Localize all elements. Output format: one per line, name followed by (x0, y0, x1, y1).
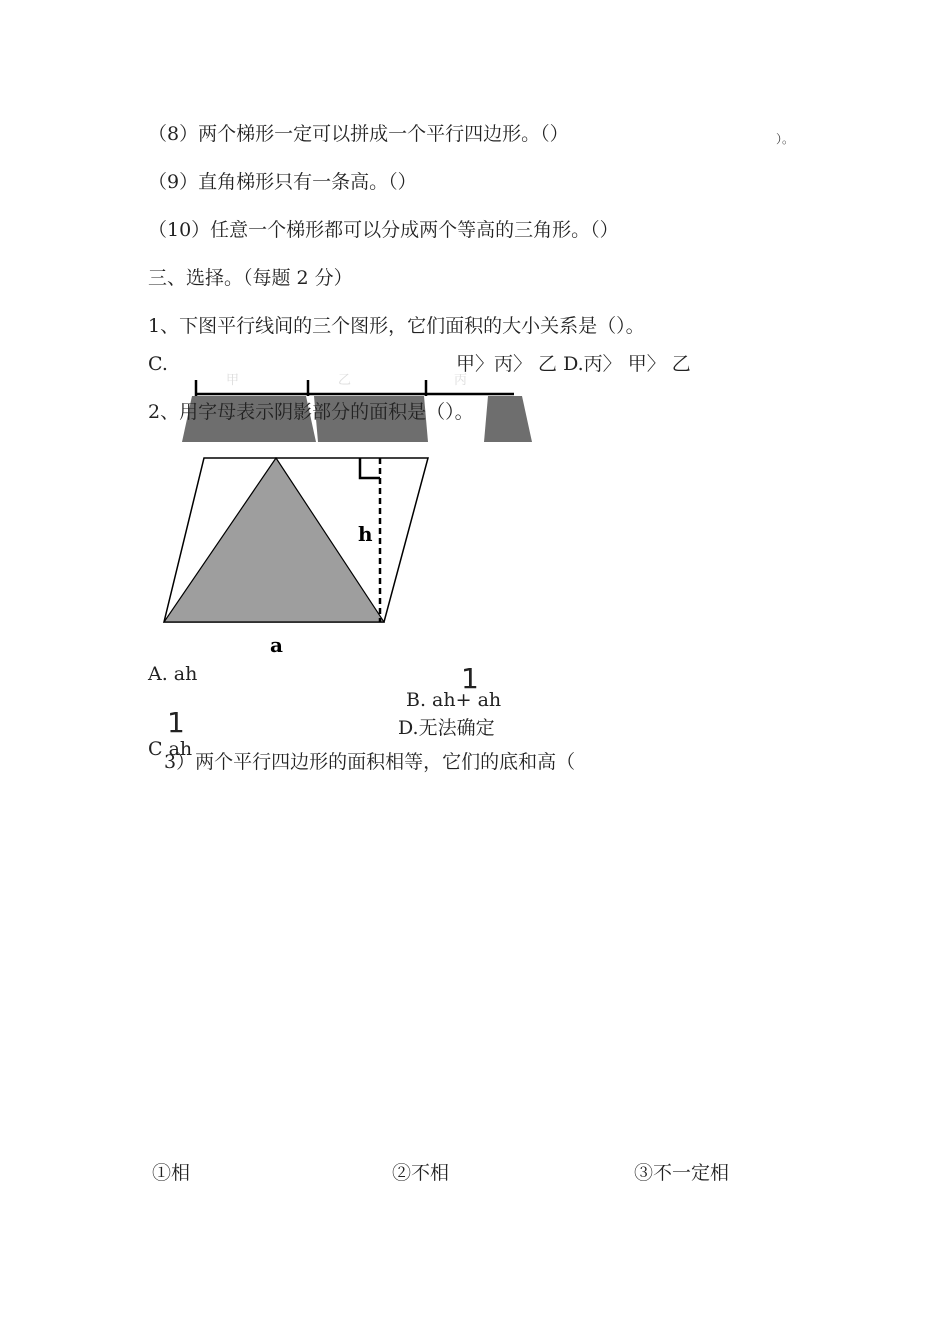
option-b: B. ah+ ah (406, 689, 502, 711)
choice-1: ①相 (152, 1162, 191, 1184)
option-a: A. ah (148, 663, 198, 685)
question-2-stem: 2、用字母表示阴影部分的面积是（）。 (148, 401, 474, 423)
shape-bing (484, 396, 532, 442)
question-8: （8）两个梯形一定可以拼成一个平行四边形。（） (148, 123, 569, 145)
question-1-stem: 1、下图平行线间的三个图形，它们面积的大小关系是（）。 (148, 315, 645, 337)
option-c-fraction-one: 1 (167, 706, 185, 739)
question-9: （9）直角梯形只有一条高。（） (148, 171, 417, 193)
question-10: （10）任意一个梯形都可以分成两个等高的三角形。（） (148, 219, 619, 241)
option-d: D.无法确定 (398, 717, 495, 739)
question-1-options: 甲〉丙〉 乙 D.丙〉 甲〉 乙 (456, 353, 691, 375)
choice-3: ③不一定相 (634, 1162, 730, 1184)
choice-2: ②不相 (392, 1162, 450, 1184)
figure-label-jia: 甲 (226, 373, 240, 388)
option-c: C ah (148, 738, 193, 760)
base-label: a (270, 633, 283, 657)
stray-mark: ）。 (776, 132, 795, 146)
option-b-fraction-one: 1 (461, 662, 479, 695)
question-3-stem: 3）两个平行四边形的面积相等，它们的底和高（ (164, 751, 576, 773)
figure-label-yi: 乙 (338, 373, 352, 388)
figure-label-bing: 丙 (454, 373, 468, 388)
height-label: h (358, 522, 373, 546)
parallelogram-figure (158, 452, 448, 657)
question-1-option-c-letter: C. (148, 353, 168, 375)
section-heading: 三、选择。（每题 2 分） (148, 267, 353, 289)
